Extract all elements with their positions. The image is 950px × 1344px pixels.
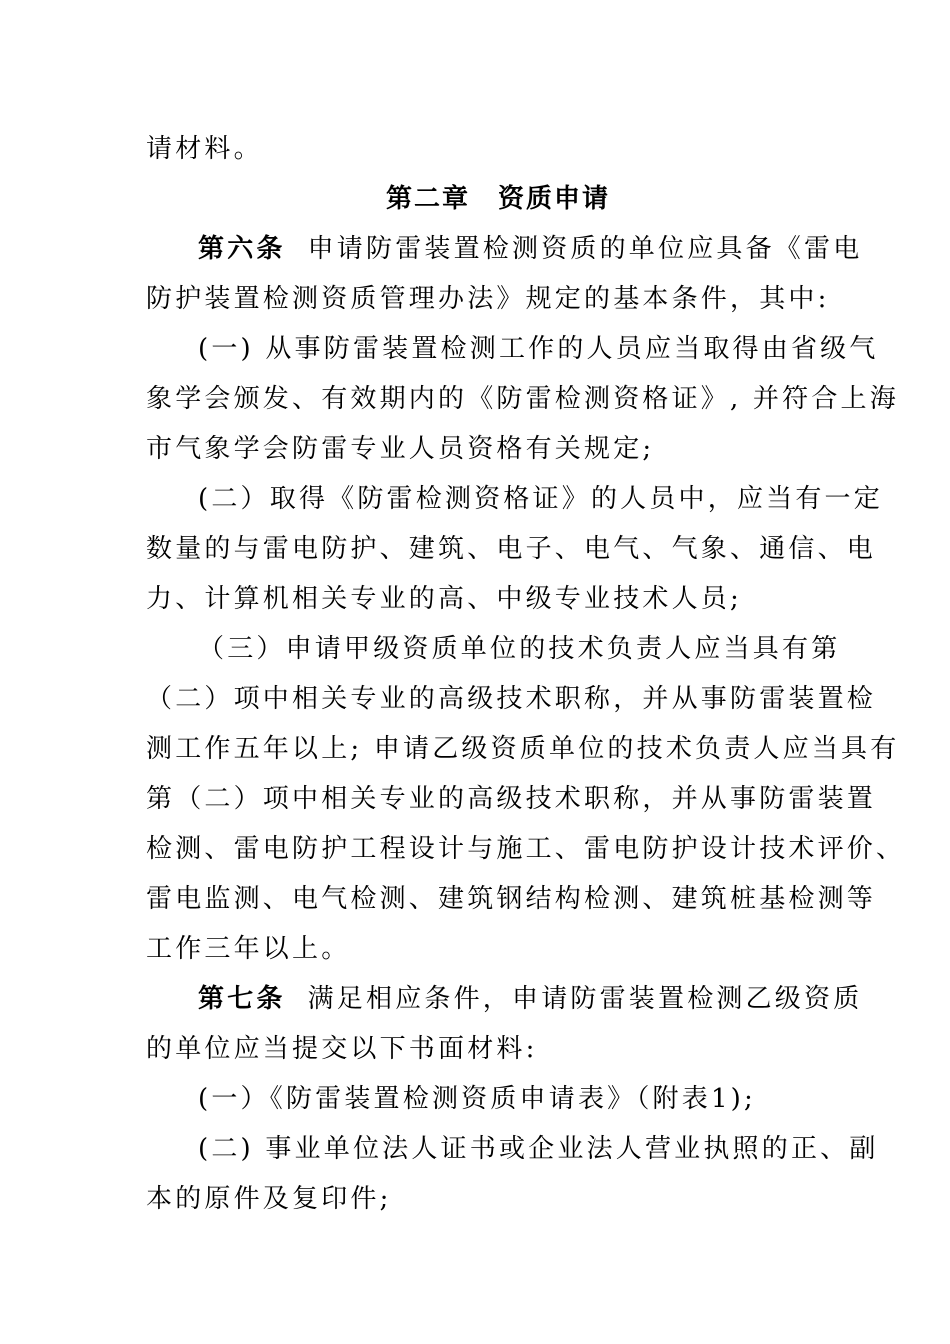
text-line: （二）项中相关专业的高级技术职称，并从事防雷装置检 [146,684,877,714]
article-7-label: 第七条 [198,984,286,1014]
text-line: 的单位应当提交以下书面材料: [146,1034,538,1064]
article-7-first-line [198,984,862,1014]
article-6-first-line [198,234,862,264]
text-line: (一) 从事防雷装置检测工作的人员应当取得由省级气 [198,334,879,364]
text-line: 工作三年以上。 [146,934,351,964]
text-line: （三）申请甲级资质单位的技术负责人应当具有第 [198,634,841,664]
text-line: 第（二）项中相关专业的高级技术职称，并从事防雷装置 [146,784,877,814]
article-7-text: 满足相应条件，申请防雷装置检测乙级资质 [307,984,863,1014]
text-line: 雷电监测、电气检测、建筑钢结构检测、建筑桩基检测等 [146,884,877,914]
article-6-text: 申请防雷装置检测资质的单位应具备《雷电 [307,234,863,264]
text-line: 防护装置检测资质管理办法》规定的基本条件，其中: [146,284,830,314]
text-line: 市气象学会防雷专业人员资格有关规定; [146,434,655,464]
text-line: 象学会颁发、有效期内的《防雷检测资格证》, 并符合上海 [146,384,899,414]
text-line: 力、计算机相关专业的高、中级专业技术人员; [146,584,742,614]
text-line: 数量的与雷电防护、建筑、电子、电气、气象、通信、电 [146,534,877,564]
text-line: (一）《防雷装置检测资质申请表》（附表1); [198,1084,756,1114]
text-line: 测工作五年以上; 申请乙级资质单位的技术负责人应当具有 [146,734,900,764]
text-line: (二) 事业单位法人证书或企业法人营业执照的正、副 [198,1134,879,1164]
text-line: 检测、雷电防护工程设计与施工、雷电防护设计技术评价、 [146,834,906,864]
chapter-heading: 第二章 资质申请 [385,184,610,214]
text-line: 请材料。 [146,134,263,164]
text-line: (二）取得《防雷检测资格证》的人员中，应当有一定 [198,484,883,514]
article-6-label: 第六条 [198,234,286,264]
text-line: 本的原件及复印件; [146,1184,392,1214]
